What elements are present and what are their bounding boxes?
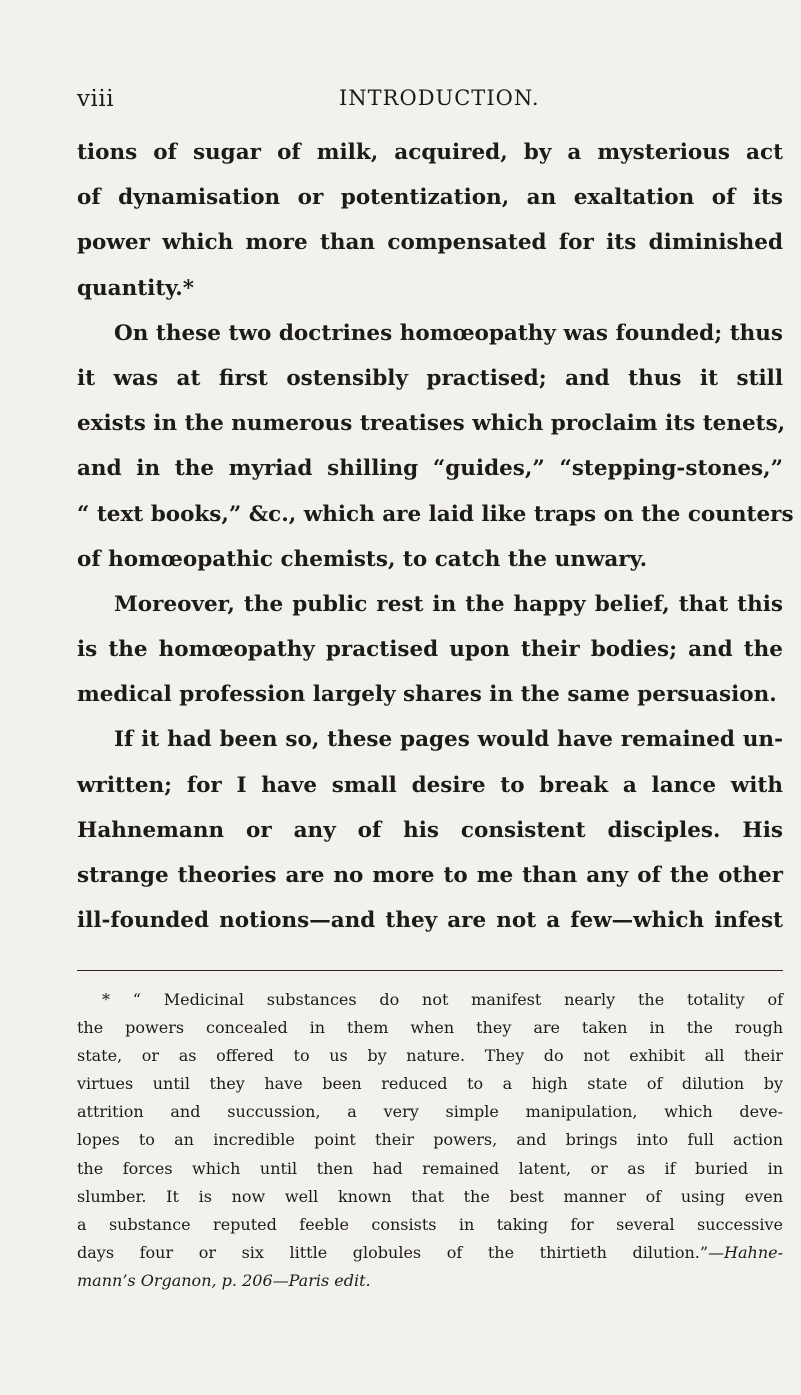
body-line: Hahnemann or any of his consistent disciples. His bbox=[77, 817, 783, 843]
body-line: exists in the numerous treatises which proclaim its tenets, bbox=[77, 411, 786, 437]
body-line: Moreover, the public rest in the happy belief, that this bbox=[114, 591, 783, 617]
body-line: is the homœopathy practised upon their bodies; and the bbox=[77, 637, 783, 663]
running-head bbox=[77, 86, 783, 114]
footnote-line: * “ Medicinal substances do not manifest nearly the totality of bbox=[102, 990, 783, 1009]
footnote-rule bbox=[77, 970, 783, 971]
footnote-line: the powers concealed in them when they are taken in the rough bbox=[77, 1018, 783, 1038]
citation-start: Hahne- bbox=[724, 1242, 783, 1262]
body-line: strange theories are no more to me than any of the other bbox=[77, 863, 783, 888]
body-line: of dynamisation or potentization, an exaltation of its bbox=[77, 185, 783, 211]
body-line: ill-founded notions—and they are not a few—which infest bbox=[77, 908, 783, 934]
body-line: tions of sugar of milk, acquired, by a mysterious act bbox=[77, 140, 783, 165]
footnote-line: slumber. It is now well known that the best manner of using even bbox=[77, 1186, 783, 1206]
footnote-line-with-citation bbox=[77, 1239, 783, 1267]
page-number: viii bbox=[77, 86, 115, 112]
body-text bbox=[77, 130, 794, 943]
footnote-line: attrition and succussion, a very simple manipulation, which deve- bbox=[77, 1102, 783, 1122]
footnote-text: days four or six little globules of the thirtieth dilution.”— bbox=[77, 1242, 725, 1262]
body-line: it was at first ostensibly practised; and thus it still bbox=[77, 365, 783, 391]
body-line: and in the myriad shilling “guides,” “stepping-stones,” bbox=[77, 456, 783, 482]
body-line: power which more than compensated for its diminished bbox=[77, 230, 783, 256]
running-title: INTRODUCTION. bbox=[339, 86, 540, 110]
footnote-line: virtues until they have been reduced to a high state of dilution by bbox=[77, 1074, 783, 1094]
body-line: quantity.* bbox=[77, 275, 195, 301]
footnote bbox=[77, 986, 783, 1295]
body-line: written; for I have small desire to break a lance with bbox=[77, 772, 783, 798]
body-line: medical profession largely shares in the same persuasion. bbox=[77, 682, 777, 708]
footnote-line: a substance reputed feeble consists in taking for several successive bbox=[77, 1214, 783, 1234]
footnote-line: lopes to an incredible point their powers, and brings into full action bbox=[77, 1130, 783, 1150]
footnote-line: state, or as offered to us by nature. They do not exhibit all their bbox=[77, 1046, 783, 1066]
body-line: If it had been so, these pages would have remained un- bbox=[114, 727, 783, 753]
citation-line: mann’s Organon, p. 206—Paris edit. bbox=[77, 1270, 371, 1290]
footnote-line: the forces which until then had remained latent, or as if buried in bbox=[77, 1158, 783, 1178]
body-line: On these two doctrines homœopathy was founded; thus bbox=[114, 320, 783, 346]
body-line: of homœopathic chemists, to catch the unwary. bbox=[77, 546, 648, 572]
body-line: “ text books,” &c., which are laid like traps on the counters bbox=[77, 501, 794, 527]
